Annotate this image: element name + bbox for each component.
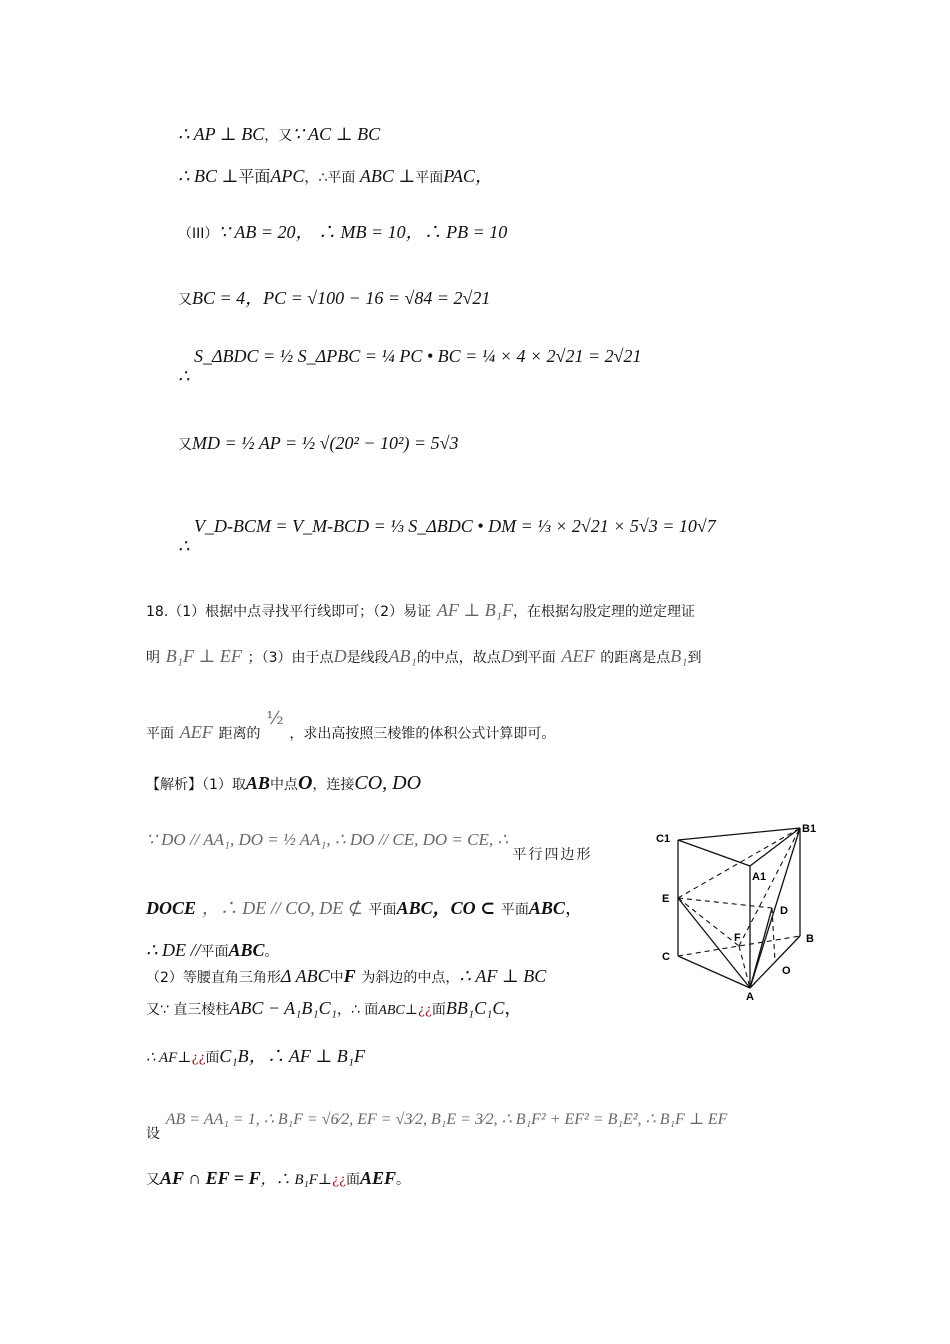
edge-e-d <box>678 898 772 908</box>
line-17-2: ∴ BC ⊥平面APC，∴平面 ABC ⊥平面PAC， <box>178 166 493 186</box>
label-a1: A1 <box>752 871 767 883</box>
label-f: F <box>734 932 741 944</box>
line-18-12: 又AF ∩ EF = F，∴ B₁F⊥¿¿面AEF。 <box>146 1168 410 1188</box>
label-c: C <box>662 951 670 963</box>
line-17-7: ∴ V_D-BCM = V_M-BCD = ⅓ S_ΔBDC • DM = ⅓ × 2√21 × 5√3 = 10√7 <box>178 516 716 556</box>
line-18-8: （2）等腰直角三角形Δ ABC中F 为斜边的中点，∴ AF ⊥ BC <box>146 966 547 986</box>
line-17-3: （III）∵ AB = 20， ∴ MB = 10，∴ PB = 10 <box>178 222 508 242</box>
line-18-11: $_设$ AB = AA₁ = 1, ∴ B₁F = √6⁄2, EF = √3⁄2, B₁E = 3⁄2, ∴ B₁F² + EF² = B₁E², ∴ B₁F ⊥ EF <box>146 1111 728 1142</box>
label-o: O <box>782 965 791 977</box>
line-17-4: 又BC = 4，PC = √100 − 16 = √84 = 2√21 <box>178 288 491 308</box>
line-18-3: 平面 AEF 距离的 ½ ，求出高按照三棱锥的体积公式计算即可。 <box>146 708 556 742</box>
edge-c1-a1 <box>678 840 750 866</box>
label-e: E <box>662 893 670 905</box>
edge-e-f <box>678 898 739 946</box>
line-17-6: 又MD = ½ AP = ½ √(20² − 10²) = 5√3 <box>178 433 459 453</box>
edge-f-b1 <box>739 828 800 946</box>
label-a: A <box>746 991 754 1003</box>
label-c1: C1 <box>656 833 671 845</box>
line-18-1: 18.（1）根据中点寻找平行线即可；（2）易证 AF ⊥ B₁F，在根据勾股定理的逆定理证 <box>146 600 695 620</box>
line-17-5: ∴ S_ΔBDC = ½ S_ΔPBC = ¼ PC • BC = ¼ × 4 × 2√21 = 2√21 <box>178 346 642 386</box>
edge-c-a <box>678 956 750 988</box>
line-18-9: 又∵ 直三棱柱ABC − A₁B₁C₁，∴ 面ABC⊥¿¿面BB₁C₁C， <box>146 998 523 1019</box>
edge-a1-b1 <box>750 828 800 866</box>
label-b1: B1 <box>802 823 817 835</box>
label-d: D <box>780 905 788 917</box>
line-18-2: 明 B₁F ⊥ EF ；（3）由于点D是线段AB₁的中点，故点D到平面 AEF 的距离是点B₁到 <box>146 646 702 666</box>
line-18-4: 【解析】（1）取AB中点O，连接CO, DO <box>146 772 422 794</box>
prism-figure <box>652 818 822 1004</box>
label-b: B <box>806 933 814 945</box>
line-18-7: ∴ DE //平面ABC。 <box>146 940 279 960</box>
line-17-1: ∴ AP ⊥ BC，又∵ AC ⊥ BC <box>178 124 381 144</box>
line-18-5: ∵ DO // AA₁, DO = ½ AA₁, ∴ DO // CE, DO = CE, ∴ $_{平行四边形}$ <box>146 830 593 863</box>
line-18-10: ∴ AF⊥¿¿面C₁B，∴ AF ⊥ B₁F <box>146 1046 366 1066</box>
line-18-6: DOCE ，∴ DE // CO, DE ⊄ 平面ABC，CO ⊂ 平面ABC， <box>146 898 583 919</box>
